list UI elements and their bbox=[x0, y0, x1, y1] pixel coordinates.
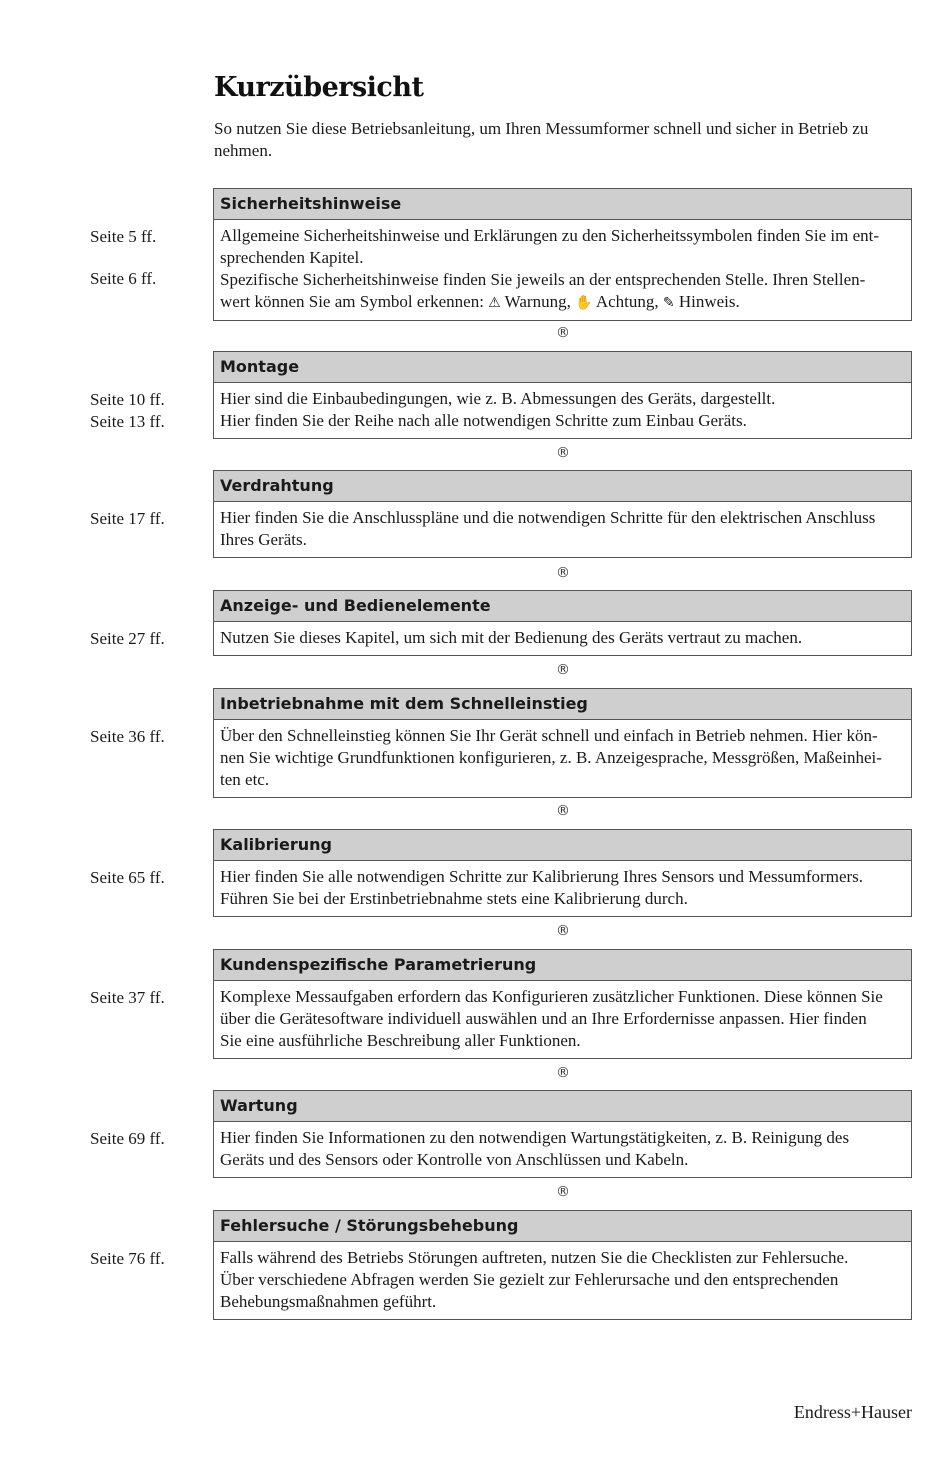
section-line: Über verschiedene Abfragen werden Sie gezielt zur Fehlerursache und den entsprechenden bbox=[220, 1270, 839, 1289]
section-kundenspezifische-parametrierung bbox=[213, 949, 912, 1059]
section-line: Komplexe Messaufgaben erfordern das Konfigurieren zusätzlicher Funktionen. Diese können Sie bbox=[220, 987, 883, 1006]
section-heading: Montage bbox=[214, 352, 911, 383]
section-line: sprechenden Kapitel. bbox=[220, 248, 364, 267]
warning-label: Warnung, bbox=[500, 292, 576, 311]
page-ref-group bbox=[90, 508, 165, 530]
section-body bbox=[214, 383, 911, 438]
section-heading: Fehlersuche / Störungsbehebung bbox=[214, 1211, 911, 1242]
section-heading: Inbetriebnahme mit dem Schnelleinstieg bbox=[214, 689, 911, 720]
page-title: Kurzübersicht bbox=[214, 72, 424, 103]
section-line: Über den Schnelleinstieg können Sie Ihr Gerät schnell und einfach in Betrieb nehmen. Hier kön- bbox=[220, 726, 878, 745]
arrow-down-icon: ® bbox=[556, 1065, 570, 1081]
section-heading: Anzeige- und Bedienelemente bbox=[214, 591, 911, 622]
section-line: über die Gerätesoftware individuell auswählen und an Ihre Erfordernisse anpassen. Hier finden bbox=[220, 1009, 867, 1028]
section-line: Spezifische Sicherheitshinweise finden Sie jeweils an der entsprechenden Stelle. Ihren Stellen- bbox=[220, 270, 866, 289]
arrow-down-icon: ® bbox=[556, 445, 570, 461]
intro-line: nehmen. bbox=[214, 141, 273, 160]
page-ref: Seite 36 ff. bbox=[90, 727, 165, 746]
page-ref-group bbox=[90, 987, 165, 1009]
section-line: Falls während des Betriebs Störungen auftreten, nutzen Sie die Checklisten zur Fehlersuche. bbox=[220, 1248, 849, 1267]
page-ref-group bbox=[90, 1128, 165, 1150]
arrow-down-icon: ® bbox=[556, 325, 570, 341]
section-body bbox=[214, 220, 911, 320]
page-ref: Seite 65 ff. bbox=[90, 868, 165, 887]
section-heading: Verdrahtung bbox=[214, 471, 911, 502]
section-line: Behebungsmaßnahmen geführt. bbox=[220, 1292, 437, 1311]
section-body bbox=[214, 502, 911, 557]
section-line: Nutzen Sie dieses Kapitel, um sich mit der Bedienung des Geräts vertraut zu machen. bbox=[220, 628, 803, 647]
section-line: Geräts und des Sensors oder Kontrolle von Anschlüssen und Kabeln. bbox=[220, 1150, 689, 1169]
section-body bbox=[214, 720, 911, 797]
page-ref: Seite 69 ff. bbox=[90, 1129, 165, 1148]
section-line: Hier finden Sie Informationen zu den notwendigen Wartungstätigkeiten, z. B. Reinigung des bbox=[220, 1128, 850, 1147]
section-heading: Wartung bbox=[214, 1091, 911, 1122]
note-label: Hinweis. bbox=[674, 292, 740, 311]
arrow-down-icon: ® bbox=[556, 803, 570, 819]
page-ref: Seite 27 ff. bbox=[90, 629, 165, 648]
page-ref: Seite 13 ff. bbox=[90, 412, 165, 431]
section-line: nen Sie wichtige Grundfunktionen konfigurieren, z. B. Anzeigesprache, Messgrößen, Maßeinhei- bbox=[220, 748, 882, 767]
symbol-line bbox=[220, 291, 905, 314]
section-line: Führen Sie bei der Erstinbetriebnahme stets eine Kalibrierung durch. bbox=[220, 889, 688, 908]
section-montage bbox=[213, 351, 912, 439]
section-kalibrierung bbox=[213, 829, 912, 917]
section-anzeige-bedienelemente bbox=[213, 590, 912, 656]
page-ref-group bbox=[90, 628, 165, 650]
page-ref-group bbox=[90, 867, 165, 889]
caution-icon: ✋ bbox=[575, 295, 593, 311]
section-line: Hier finden Sie alle notwendigen Schritte zur Kalibrierung Ihres Sensors und Messumformers. bbox=[220, 867, 864, 886]
intro-text bbox=[214, 118, 914, 162]
section-line: Hier sind die Einbaubedingungen, wie z. B. Abmessungen des Geräts, dargestellt. bbox=[220, 389, 776, 408]
section-sicherheitshinweise bbox=[213, 188, 912, 321]
section-body bbox=[214, 622, 911, 655]
section-line: Allgemeine Sicherheitshinweise und Erklärungen zu den Sicherheitssymbolen finden Sie im ent- bbox=[220, 226, 880, 245]
section-line: Hier finden Sie der Reihe nach alle notwendigen Schritte zum Einbau Geräts. bbox=[220, 411, 747, 430]
arrow-down-icon: ® bbox=[556, 923, 570, 939]
symbol-line-prefix: wert können Sie am Symbol erkennen: bbox=[220, 292, 489, 311]
page-ref: Seite 17 ff. bbox=[90, 509, 165, 528]
caution-label: Achtung, bbox=[592, 292, 663, 311]
page-ref-group bbox=[90, 389, 165, 433]
arrow-down-icon: ® bbox=[556, 662, 570, 678]
section-wartung bbox=[213, 1090, 912, 1178]
warning-icon: ⚠ bbox=[488, 295, 501, 311]
arrow-down-icon: ® bbox=[556, 565, 570, 581]
page-ref: Seite 5 ff. bbox=[90, 227, 157, 246]
section-line: ten etc. bbox=[220, 770, 270, 789]
note-icon: ✎ bbox=[662, 295, 675, 311]
section-body bbox=[214, 1122, 911, 1177]
footer-brand: Endress+Hauser bbox=[793, 1402, 912, 1422]
page-ref-group bbox=[90, 1248, 165, 1270]
section-line: Sie eine ausführliche Beschreibung aller Funktionen. bbox=[220, 1031, 581, 1050]
section-body bbox=[214, 981, 911, 1058]
page-ref: Seite 76 ff. bbox=[90, 1249, 165, 1268]
intro-line: So nutzen Sie diese Betriebsanleitung, um Ihren Messumformer schnell und sicher in Betrieb zu bbox=[214, 119, 869, 138]
section-body bbox=[214, 1242, 911, 1319]
section-heading: Kundenspezifische Parametrierung bbox=[214, 950, 911, 981]
section-line: Hier finden Sie die Anschlusspläne und die notwendigen Schritte für den elektrischen Anschluss bbox=[220, 508, 876, 527]
section-inbetriebnahme bbox=[213, 688, 912, 798]
section-body bbox=[214, 861, 911, 916]
page-ref: Seite 6 ff. bbox=[90, 269, 157, 288]
page-ref: Seite 10 ff. bbox=[90, 390, 165, 409]
page-ref: Seite 37 ff. bbox=[90, 988, 165, 1007]
section-verdrahtung bbox=[213, 470, 912, 558]
arrow-down-icon: ® bbox=[556, 1184, 570, 1200]
page-ref-group bbox=[90, 226, 156, 290]
section-fehlersuche bbox=[213, 1210, 912, 1320]
section-line: Ihres Geräts. bbox=[220, 530, 307, 549]
section-heading: Sicherheitshinweise bbox=[214, 189, 911, 220]
page-ref-group bbox=[90, 726, 165, 748]
section-heading: Kalibrierung bbox=[214, 830, 911, 861]
